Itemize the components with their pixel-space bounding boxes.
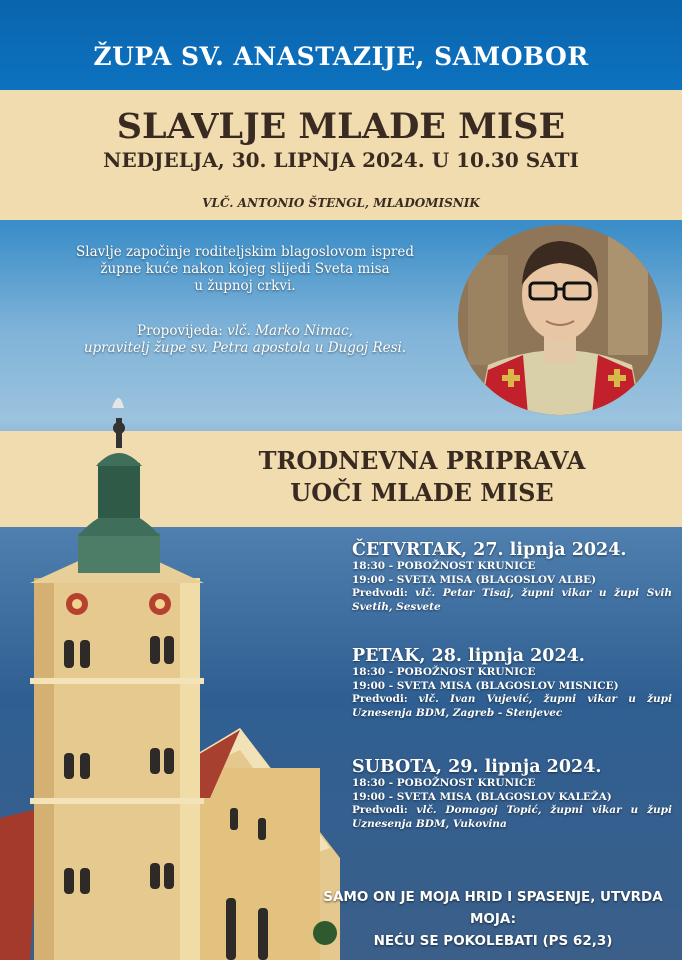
- preacher-role: upravitelj župe sv. Petra apostola u Dugoj Resi.: [83, 340, 407, 356]
- preacher-info: [40, 323, 450, 357]
- parish-name: ŽUPA SV. ANASTAZIJE, SAMOBOR: [93, 42, 589, 71]
- schedule-item: 19:00 - SVETA MISA (BLAGOSLOV KALEŽA): [352, 790, 612, 803]
- schedule-item: 18:30 - POBOŽNOST KRUNICE: [352, 777, 536, 789]
- schedule-item: 19:00 - SVETA MISA (BLAGOSLOV ALBE): [352, 573, 597, 586]
- leader-label: Predvodi:: [352, 804, 408, 816]
- leader-info: [352, 587, 672, 614]
- schedule-item: 18:30 - POBOŽNOST KRUNICE: [352, 560, 536, 572]
- day-friday: [352, 646, 672, 720]
- intro-line: župne kuće nakon kojeg slijedi Sveta misa: [100, 261, 390, 277]
- leader-text: vlč. Domagoj Topić, župni vikar u župi Uznesenja BDM, Vukovina: [352, 804, 672, 830]
- church-illustration: [0, 378, 340, 960]
- intro-line: u župnoj crkvi.: [194, 278, 296, 294]
- day-title: PETAK, 28. lipnja 2024.: [352, 646, 585, 666]
- portrait-illustration: [458, 225, 662, 415]
- leader-info: [352, 804, 672, 831]
- preparation-title-line: TRODNEVNA PRIPRAVA: [258, 446, 586, 475]
- event-title: SLAVLJE MLADE MISE: [116, 106, 566, 147]
- leader-text: vlč. Petar Tisaj, župni vikar u župi Svih Svetih, Sesvete: [352, 587, 673, 613]
- day-title: ČETVRTAK, 27. lipnja 2024.: [352, 540, 627, 560]
- celebrant-name: VLČ. ANTONIO ŠTENGL, MLADOMISNIK: [202, 196, 480, 210]
- event-date: NEDJELJA, 30. LIPNJA 2024. U 10.30 SATI: [103, 148, 579, 172]
- day-title: SUBOTA, 29. lipnja 2024.: [352, 757, 602, 777]
- mladomisnik-portrait: [458, 225, 662, 415]
- preparation-title-line: UOČI MLADE MISE: [290, 478, 554, 507]
- intro-text: [40, 244, 450, 295]
- schedule-item: 18:30 - POBOŽNOST KRUNICE: [352, 666, 536, 678]
- day-thursday: [352, 540, 672, 614]
- intro-line: Slavlje započinje roditeljskim blagoslovom ispred: [76, 244, 414, 260]
- leader-info: [352, 693, 672, 720]
- schedule-item: 19:00 - SVETA MISA (BLAGOSLOV MISNICE): [352, 679, 619, 692]
- leader-text: vlč. Ivan Vujević, župni vikar u župi Uznesenja BDM, Zagreb - Stenjevec: [352, 693, 672, 719]
- quote-line: SAMO ON JE MOJA HRID I SPASENJE, UTVRDA MOJA:: [323, 889, 663, 927]
- psalm-quote: [308, 886, 678, 952]
- day-saturday: [352, 757, 672, 831]
- leader-label: Predvodi:: [352, 587, 408, 599]
- preacher-label: Propovijeda:: [137, 323, 223, 339]
- leader-label: Predvodi:: [352, 693, 408, 705]
- quote-line: NEĆU SE POKOLEBATI (PS 62,3): [373, 933, 613, 949]
- preacher-name: vlč. Marko Nimac,: [227, 323, 353, 339]
